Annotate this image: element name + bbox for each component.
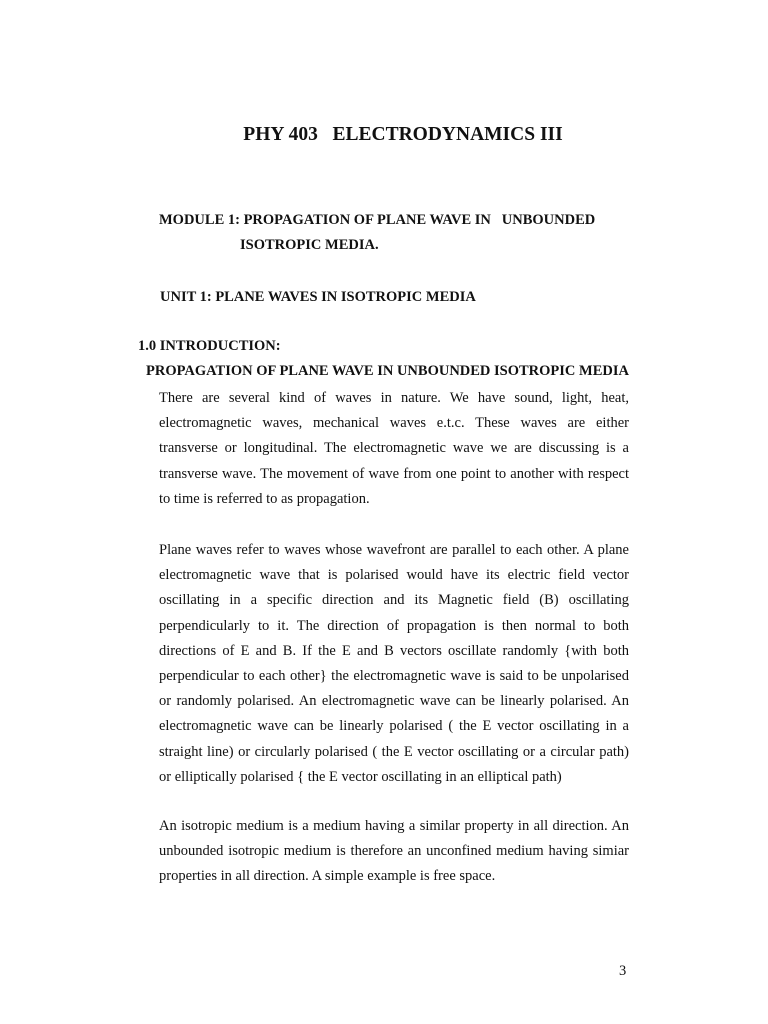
module-heading-line-2: ISOTROPIC MEDIA. [240, 237, 379, 253]
paragraph-isotropic-medium: An isotropic medium is a medium having a similar property in all direction. An unbounded isotropic medium is therefore an unconfined medium having simiar properties in all direction. A simple example is free space. [159, 818, 629, 885]
section-subheading: PROPAGATION OF PLANE WAVE IN UNBOUNDED ISOTROPIC MEDIA [146, 363, 629, 379]
paragraph-waves-intro: There are several kind of waves in nature. We have sound, light, heat, electromagnetic waves, mechanical waves e.t.c. These waves are either transverse or longitudinal. The electromagnetic wave we are discussing is a transverse wave. The movement of wave from one point to another with respect to time is referred to as propagation. [159, 390, 629, 507]
paragraph-plane-waves: Plane waves refer to waves whose wavefront are parallel to each other. A plane electromagnetic wave that is polarised would have its electric field vector oscillating in a specific direction and its Magnetic field (B) oscillating perpendicularly to it. The direction of propagation is then normal to both directions of E and B. If the E and B vectors oscillate randomly {with both perpendicular to each other} the electromagnetic wave is said to be unpolarised or randomly polarised. An electromagnetic wave can be linearly polarised. An electromagnetic wave can be linearly polarised ( the E vector oscillating in a straight line) or circularly polarised ( the E vector oscillating or a circular path) or elliptically polarised { the E vector oscillating in an elliptical path) [159, 542, 629, 785]
document-title: PHY 403 ELECTRODYNAMICS III [243, 124, 563, 145]
unit-heading: UNIT 1: PLANE WAVES IN ISOTROPIC MEDIA [160, 289, 476, 305]
module-heading-line-1: MODULE 1: PROPAGATION OF PLANE WAVE IN UNBOUNDED [159, 212, 596, 228]
page-number: 3 [619, 963, 627, 979]
section-heading: 1.0 INTRODUCTION: [138, 338, 281, 354]
